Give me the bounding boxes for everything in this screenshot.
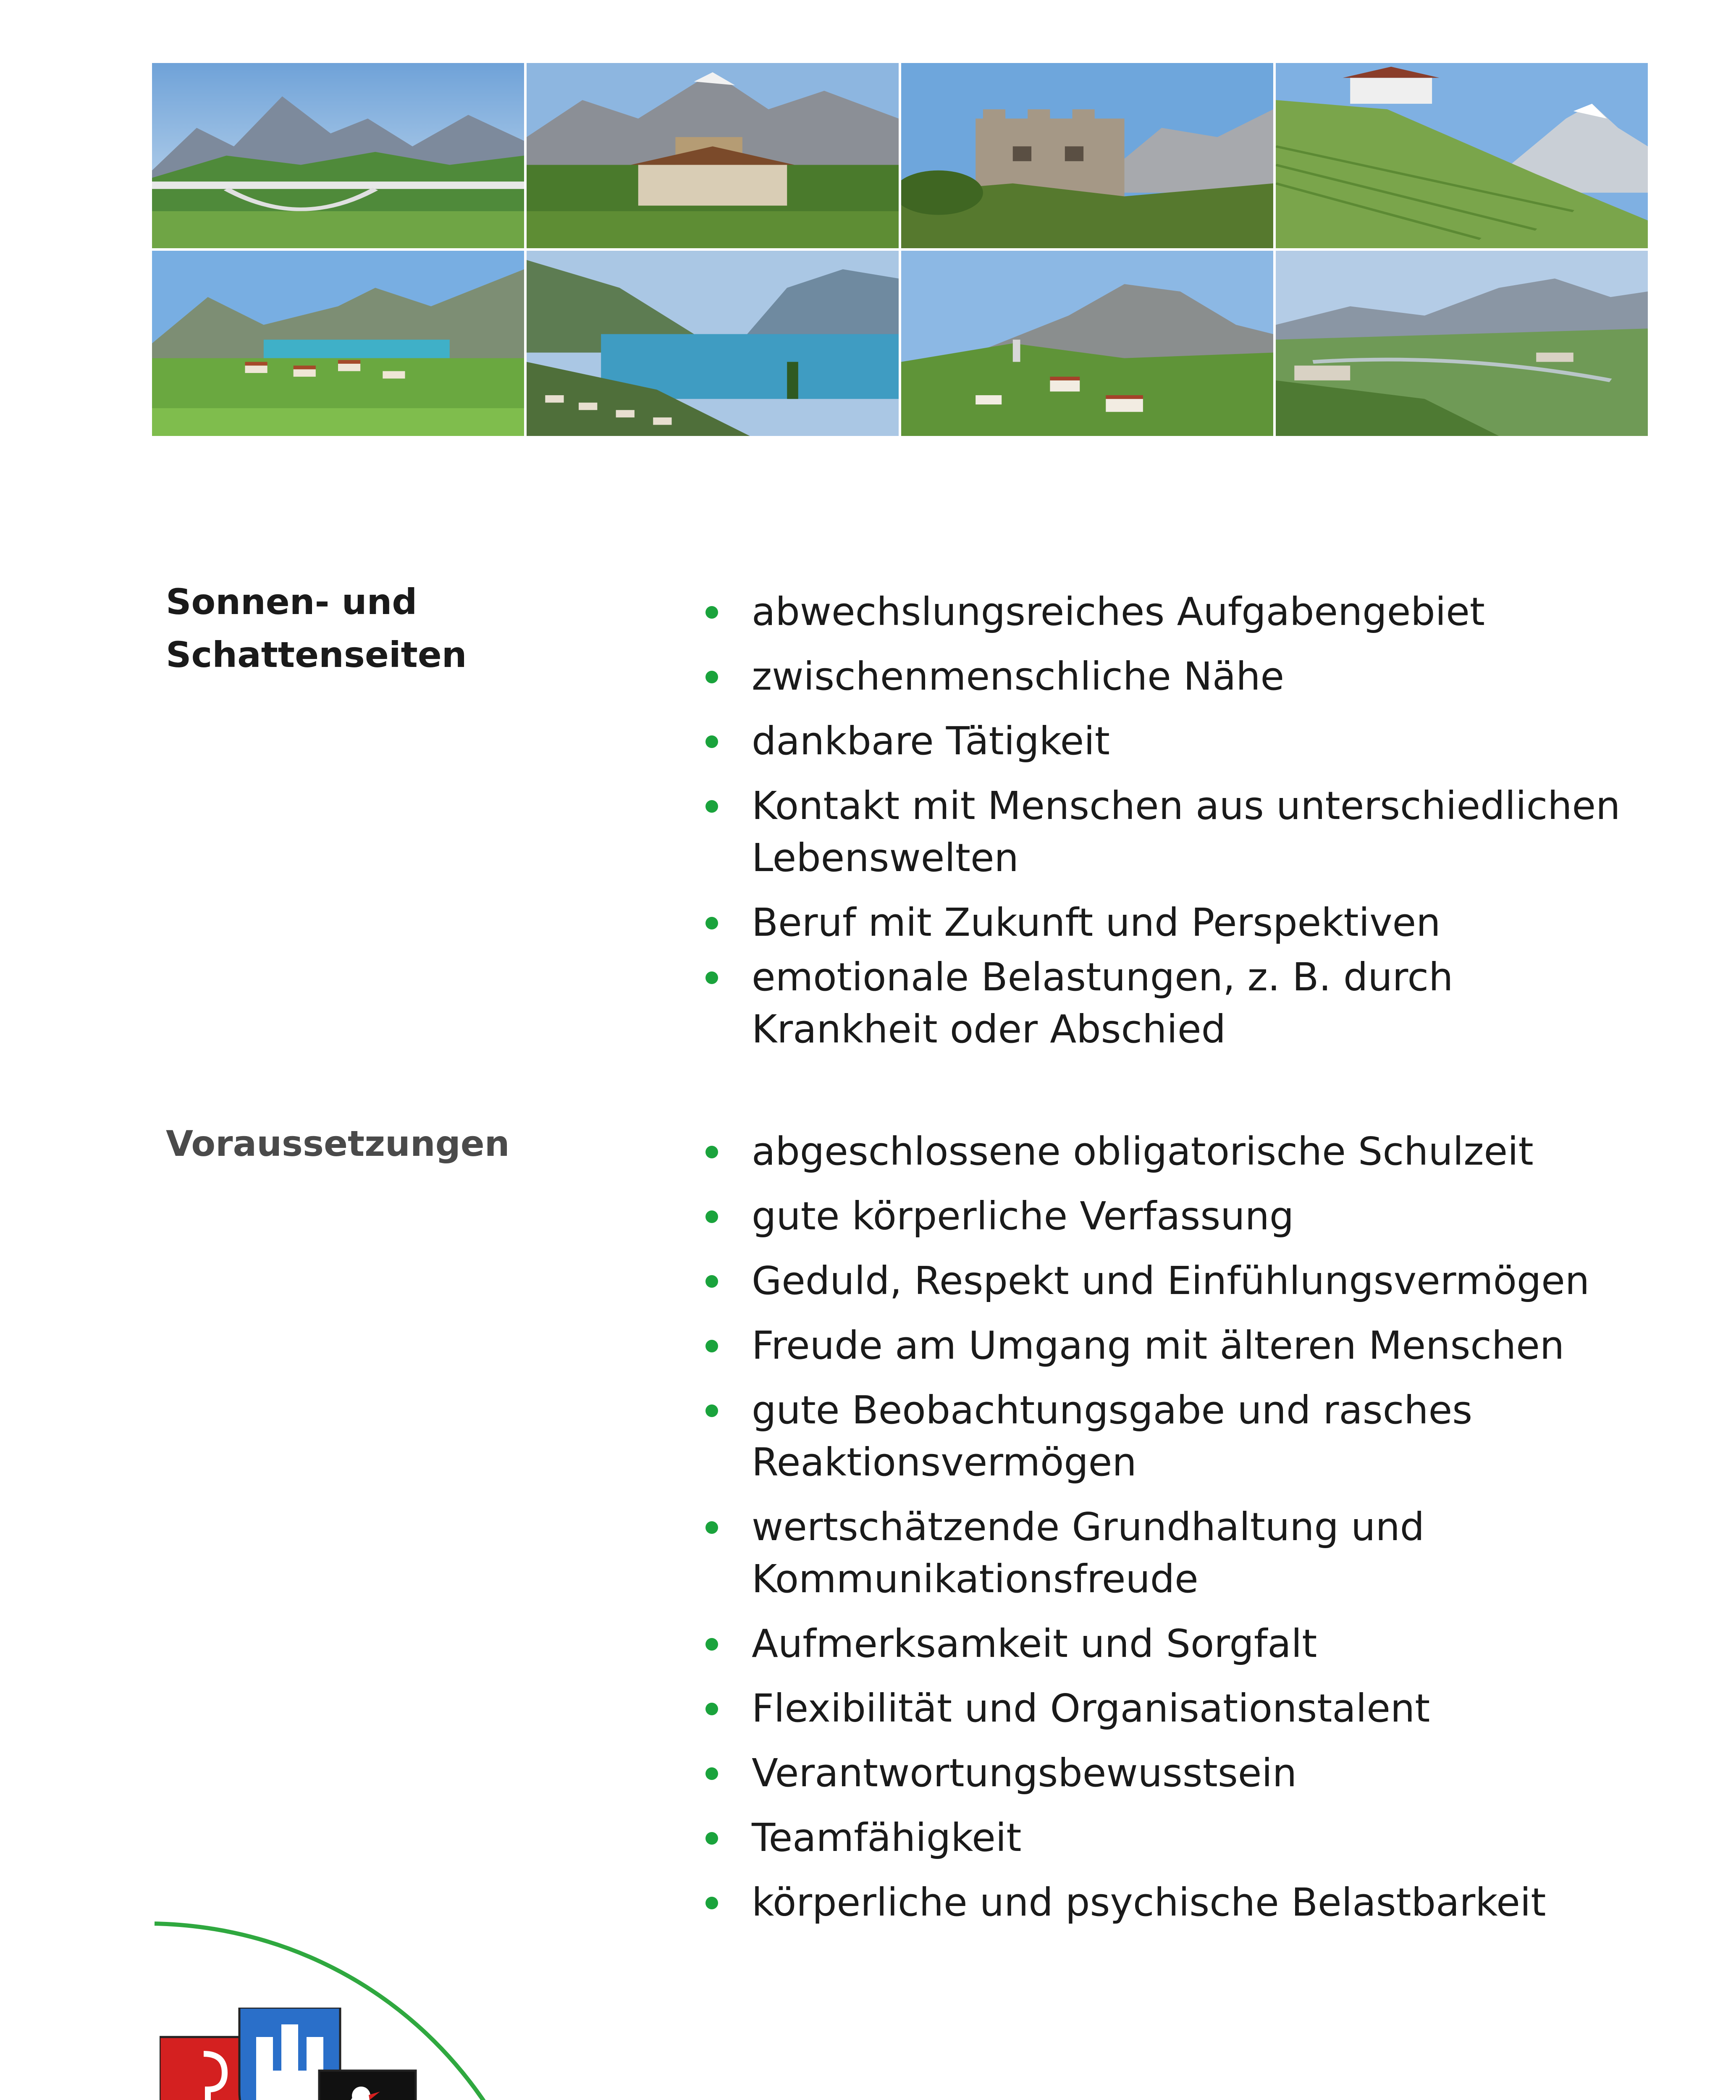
bullet-icon	[705, 735, 718, 748]
list-item: Verantwortungsbewusstsein	[697, 1747, 1634, 1799]
castle-ruin-photo	[901, 63, 1273, 248]
list-item: Aufmerksamkeit und Sorgfalt	[697, 1618, 1634, 1670]
list-item: Geduld, Respekt und Einfühlungsvermögen	[697, 1255, 1634, 1307]
walensee-lake-photo	[527, 251, 899, 436]
list-item: Freude am Umgang mit älteren Menschen	[697, 1320, 1634, 1372]
list-voraussetzungen	[697, 1126, 1634, 1941]
list-item: gute Beobachtungsgabe und rasches Reaktionsvermögen	[697, 1384, 1634, 1488]
bullet-icon	[705, 1832, 718, 1845]
list-item: emotionale Belastungen, z. B. durch Krankheit oder Abschied	[697, 951, 1634, 1055]
bullet-icon	[705, 1703, 718, 1715]
photo-banner	[152, 63, 1648, 436]
list-item: abwechslungsreiches Aufgabengebiet	[697, 586, 1634, 638]
section-label-voraussetzungen: Voraussetzungen	[166, 1123, 510, 1164]
bullet-icon	[705, 1275, 718, 1288]
list-item: gute körperliche Verfassung	[697, 1190, 1634, 1242]
list-item: Beruf mit Zukunft und Perspektiven	[697, 897, 1634, 949]
bullet-icon	[705, 1638, 718, 1651]
castle-sargans-photo	[527, 63, 899, 248]
bullet-icon	[705, 606, 718, 619]
list-item: Kontakt mit Menschen aus unterschiedlichen Lebenswelten	[697, 780, 1634, 884]
list-item: Teamfähigkeit	[697, 1812, 1634, 1864]
bullet-icon	[705, 1340, 718, 1352]
list-item: Flexibilität und Organisationstalent	[697, 1683, 1634, 1735]
bullet-icon	[705, 671, 718, 683]
crest-black-swan	[319, 2071, 416, 2100]
vineyard-mountain-photo	[1276, 63, 1648, 248]
bullet-icon	[705, 1897, 718, 1909]
municipality-crests-logo	[160, 2008, 504, 2100]
list-item: abgeschlossene obligatorische Schulzeit	[697, 1126, 1634, 1178]
list-item: körperliche und psychische Belastbarkeit	[697, 1877, 1634, 1929]
bullet-icon	[705, 1521, 718, 1534]
bullet-icon	[705, 1146, 718, 1158]
list-item: zwischenmenschliche Nähe	[697, 651, 1634, 703]
bullet-icon	[705, 917, 718, 929]
bullet-icon	[705, 1404, 718, 1417]
list-item: dankbare Tätigkeit	[697, 715, 1634, 767]
bullet-icon	[705, 1210, 718, 1223]
bullet-icon	[705, 971, 718, 984]
bullet-icon	[705, 800, 718, 813]
section-label-sonnen-schattenseiten: Sonnen- und Schattenseiten	[166, 581, 467, 675]
crest-red-crozier	[160, 2037, 248, 2100]
village-mountain-photo	[901, 251, 1273, 436]
list-sonnen-schattenseiten	[697, 586, 1634, 1068]
rhine-valley-photo	[1276, 251, 1648, 436]
bullet-icon	[705, 1767, 718, 1780]
list-item: wertschätzende Grundhaltung und Kommunikationsfreude	[697, 1501, 1634, 1605]
lake-village-photo	[152, 251, 524, 436]
bridge-valley-photo	[152, 63, 524, 248]
